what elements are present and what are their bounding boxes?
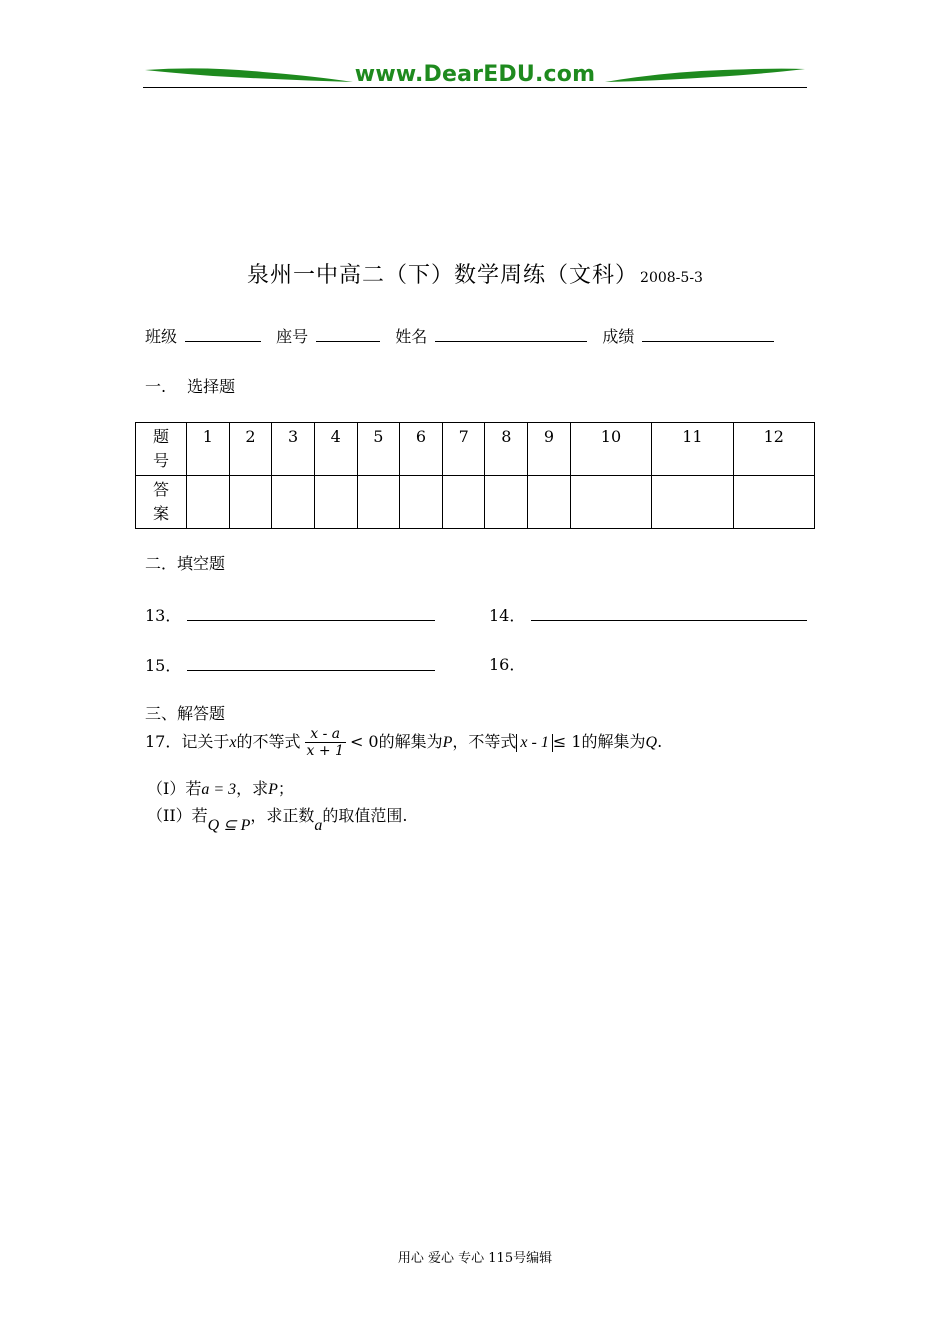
q15-blank[interactable] bbox=[187, 652, 435, 671]
q17-lt: < 0 bbox=[349, 732, 379, 751]
fill-q16 bbox=[489, 652, 525, 675]
answer-cell[interactable] bbox=[485, 476, 528, 529]
name-blank[interactable] bbox=[435, 327, 587, 342]
qnum-cell: 8 bbox=[485, 423, 528, 476]
part2-var-a: a bbox=[314, 817, 323, 834]
part1-condition: a = 3 bbox=[201, 781, 237, 798]
section3-title: 三、解答题 bbox=[145, 704, 226, 723]
q17-set-Q: Q bbox=[645, 734, 658, 751]
part1-text: ，求 bbox=[236, 779, 269, 798]
q17-part1 bbox=[147, 776, 294, 799]
q14-blank[interactable] bbox=[531, 602, 807, 621]
q17-part2 bbox=[147, 803, 408, 834]
name-label: 姓名 bbox=[395, 327, 428, 346]
qnum-cell: 10 bbox=[570, 423, 651, 476]
page-footer: 用心 爱心 专心 115号编辑 bbox=[397, 1251, 553, 1266]
fill-q15 bbox=[145, 652, 435, 676]
page-title bbox=[0, 258, 950, 289]
fraction-numerator: x - a bbox=[305, 726, 346, 743]
site-banner bbox=[143, 60, 807, 92]
q17-text: 的解集为 bbox=[581, 732, 646, 751]
qnum-cell: 2 bbox=[229, 423, 272, 476]
answer-cell[interactable] bbox=[528, 476, 571, 529]
qnum-cell: 11 bbox=[652, 423, 733, 476]
answer-table bbox=[135, 422, 815, 529]
fill-q13 bbox=[145, 602, 435, 626]
question-number-row bbox=[136, 423, 815, 476]
qnum-cell: 7 bbox=[442, 423, 485, 476]
part2-condition: Q ⊆ P bbox=[207, 817, 251, 834]
answer-cell[interactable] bbox=[187, 476, 230, 529]
q13-label: 13． bbox=[145, 606, 182, 625]
q13-blank[interactable] bbox=[187, 602, 435, 621]
row-head-number: 题号 bbox=[136, 423, 187, 476]
q17-end: . bbox=[657, 732, 663, 751]
q17-text: 的不等式 bbox=[236, 732, 301, 751]
q16-label: 16． bbox=[489, 655, 526, 674]
qnum-cell: 9 bbox=[528, 423, 571, 476]
answer-row bbox=[136, 476, 815, 529]
part1-text: （I）若 bbox=[147, 779, 202, 798]
q17-abs-expr: x - 1 bbox=[516, 734, 552, 752]
fraction-denominator: x + 1 bbox=[306, 743, 344, 759]
answer-cell[interactable] bbox=[652, 476, 733, 529]
answer-cell[interactable] bbox=[272, 476, 315, 529]
student-info-line bbox=[145, 324, 784, 347]
score-label: 成绩 bbox=[602, 327, 635, 346]
qnum-cell: 5 bbox=[357, 423, 400, 476]
score-blank[interactable] bbox=[642, 327, 774, 342]
seat-label: 座号 bbox=[276, 327, 309, 346]
answer-cell[interactable] bbox=[357, 476, 400, 529]
q17-var-x: x bbox=[229, 734, 237, 751]
seat-blank[interactable] bbox=[316, 327, 380, 342]
qnum-cell: 3 bbox=[272, 423, 315, 476]
answer-cell[interactable] bbox=[733, 476, 814, 529]
qnum-cell: 4 bbox=[314, 423, 357, 476]
title-main: 泉州一中高二（下）数学周练（文科） bbox=[247, 263, 639, 288]
q14-label: 14． bbox=[489, 606, 526, 625]
part1-end: ； bbox=[277, 779, 294, 798]
q17-fraction bbox=[305, 726, 346, 759]
qnum-cell: 12 bbox=[733, 423, 814, 476]
part2-text: ，求正数 bbox=[250, 806, 315, 825]
answer-cell[interactable] bbox=[314, 476, 357, 529]
part2-end: 的取值范围. bbox=[322, 806, 408, 825]
answer-cell[interactable] bbox=[400, 476, 443, 529]
q17-text: 17．记关于 bbox=[145, 732, 230, 751]
answer-cell[interactable] bbox=[229, 476, 272, 529]
answer-cell[interactable] bbox=[442, 476, 485, 529]
section1-title: 一. 选择题 bbox=[145, 377, 236, 396]
part2-text: （II）若 bbox=[147, 806, 208, 825]
q15-label: 15． bbox=[145, 656, 182, 675]
site-url: www.DearEDU.com bbox=[354, 62, 596, 87]
title-date: 2008-5-3 bbox=[640, 270, 703, 286]
qnum-cell: 1 bbox=[187, 423, 230, 476]
fill-q14 bbox=[489, 602, 807, 626]
header-rule bbox=[143, 87, 807, 88]
q17-text: ，不等式 bbox=[452, 732, 517, 751]
class-blank[interactable] bbox=[185, 327, 261, 342]
answer-cell[interactable] bbox=[570, 476, 651, 529]
class-label: 班级 bbox=[145, 327, 178, 346]
section2-title: 二．填空题 bbox=[145, 554, 226, 573]
q17-text: 的解集为 bbox=[378, 732, 443, 751]
q17-le: ≤ 1 bbox=[552, 732, 582, 751]
qnum-cell: 6 bbox=[400, 423, 443, 476]
question-17 bbox=[145, 726, 662, 759]
q17-set-P: P bbox=[442, 734, 453, 751]
part1-set-P: P bbox=[268, 781, 278, 798]
row-head-answer: 答案 bbox=[136, 476, 187, 529]
